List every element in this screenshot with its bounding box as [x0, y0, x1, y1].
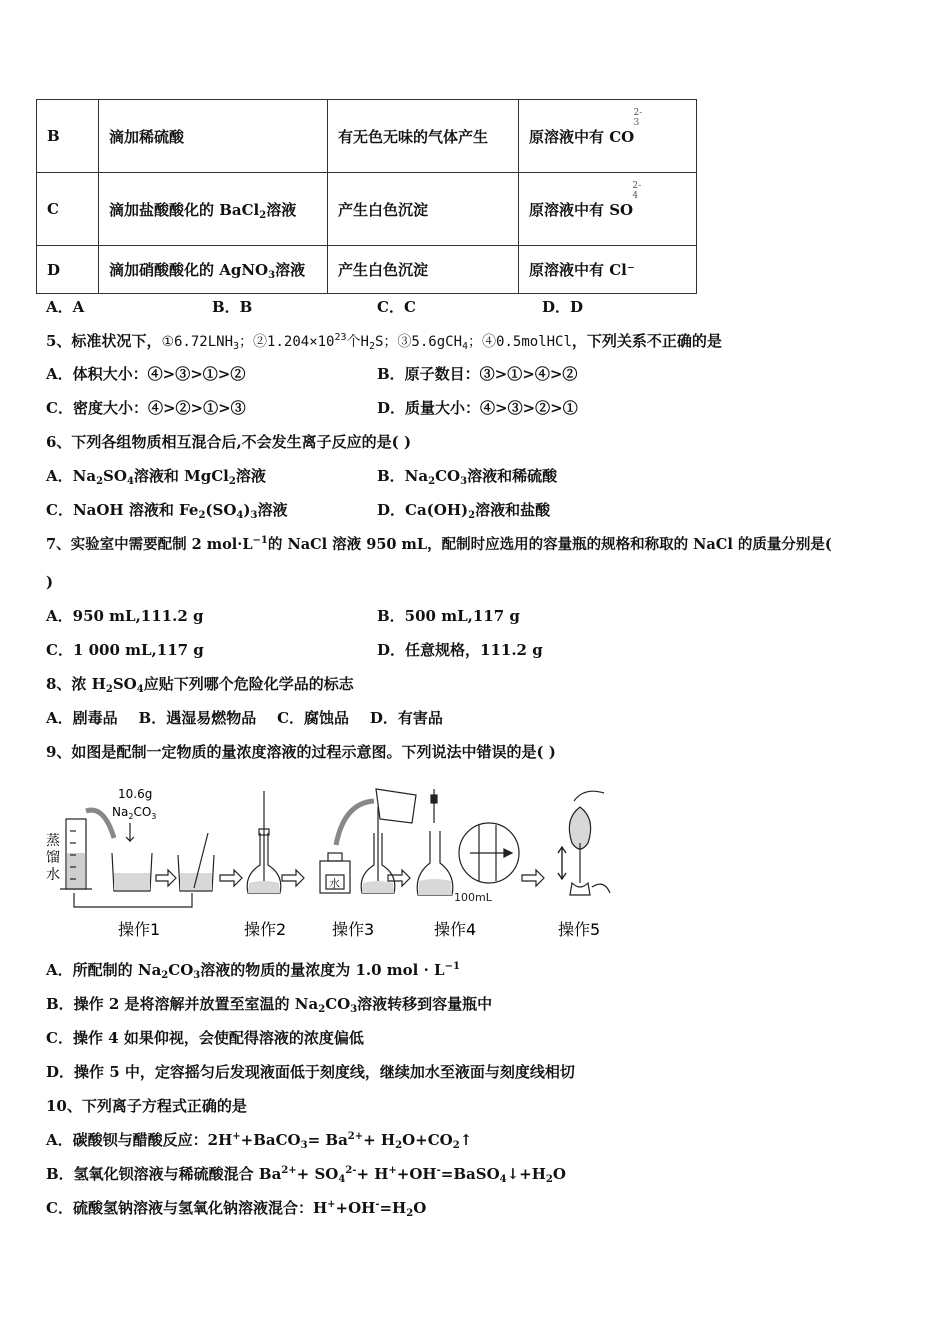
- q5-option-b[interactable]: B．原子数目：③>①>④>②: [377, 365, 578, 383]
- q6-option-b[interactable]: B．$Na_2CO_3$溶液和稀硫酸: [377, 467, 558, 487]
- arrow-icon: [220, 870, 242, 886]
- q4-option-d[interactable]: D．D: [542, 298, 584, 316]
- op1-label: 操作1: [118, 920, 161, 939]
- q6-option-c[interactable]: C．NaOH 溶液和 $Fe_2(SO_4)_3$溶液: [46, 501, 288, 521]
- conclusion-cell: 原溶液中有 SO 2- 4: [519, 173, 697, 246]
- arrow-icon: [156, 870, 176, 886]
- op5-label: 操作5: [558, 920, 601, 939]
- beaker-1: [112, 853, 152, 891]
- q7-stem: 7、实验室中需要配制 2 $mol\cdot L^{-1}$的 NaCl 溶液 950 mL，配制时应选用的容量瓶的规格和称取的 NaCl 的质量分别是(: [46, 535, 832, 553]
- q5-option-d[interactable]: D．质量大小：④>③>②>①: [377, 399, 578, 417]
- q5-stem: 5、标准状况下，$①6.72LNH_3$；$②1.204\times 10^{23}$个$H_2S$；③5.6gCH$_4$；④0.5molHCl，下列关系不正确的是: [46, 332, 722, 352]
- solution-preparation-diagram: [44, 783, 624, 943]
- pour-arrow: [336, 801, 374, 845]
- phenomenon-cell: 有无色无味的气体产生: [328, 100, 519, 173]
- water-char-1: 蒸: [46, 833, 60, 849]
- water-char-2: 馏: [46, 850, 60, 866]
- down-arrow-icon: [126, 823, 134, 841]
- op3-label: 操作3: [332, 920, 375, 939]
- op4-label: 操作4: [434, 920, 477, 939]
- flask-volume-label: 100mL: [454, 891, 492, 904]
- q6-option-a[interactable]: A．$Na_2SO_4$溶液和 MgCl$_2$溶液: [46, 467, 266, 487]
- conclusion-cell: 原溶液中有 Cl⁻: [519, 246, 697, 294]
- volumetric-flask-1: [247, 791, 281, 893]
- q9-option-b[interactable]: B．操作 2 是将溶解并放置至室温的 $Na_2CO_3$溶液转移到容量瓶中: [46, 995, 493, 1015]
- q4-option-b[interactable]: B．B: [212, 298, 253, 316]
- q6-stem: 6、下列各组物质相互混合后,不会发生离子反应的是( ): [46, 433, 412, 451]
- operation-cell: 滴加盐酸酸化的 BaCl$_2$溶液: [99, 173, 328, 246]
- op1-bracket: [74, 893, 192, 907]
- operation-cell: 滴加稀硫酸: [99, 100, 328, 173]
- q10-option-a[interactable]: A．碳酸钡与醋酸反应：2H++BaCO$_3$= $Ba^{2+}+$ $H_2O+CO_2↑$: [46, 1131, 473, 1151]
- table-row: [37, 246, 697, 294]
- arrow-icon: [522, 870, 544, 886]
- operation-cell: 滴加硝酸酸化的 AgNO$_3$溶液: [99, 246, 328, 294]
- water-label: [46, 832, 60, 883]
- q9-option-d[interactable]: D．操作 5 中，定容摇匀后发现液面低于刻度线，继续加水至液面与刻度线相切: [46, 1063, 575, 1081]
- q8-stem: 8、浓 $H_2SO_4$应贴下列哪个危险化学品的标志: [46, 675, 354, 695]
- q4-option-a[interactable]: A．A: [46, 298, 85, 316]
- row-label: C: [37, 173, 99, 246]
- arrow-icon: [282, 870, 304, 886]
- q7-option-a[interactable]: A．950 mL,111.2 g: [46, 607, 204, 625]
- q7-option-d[interactable]: D．任意规格，111.2 g: [377, 641, 543, 659]
- row-label: B: [37, 100, 99, 173]
- ion-charge: 2- 3: [633, 107, 643, 128]
- conclusion-cell: 原溶液中有 CO 2- 3: [519, 100, 697, 173]
- op2-label: 操作2: [244, 920, 287, 939]
- q10-stem: 10、下列离子方程式正确的是: [46, 1097, 247, 1115]
- meniscus-magnifier: [459, 823, 519, 883]
- q9-option-a[interactable]: A．所配制的 $Na_2CO_3$溶液的物质的量浓度为 1.0 mol · $L^{-1}$: [46, 961, 460, 981]
- table-row: [37, 100, 697, 173]
- phenomenon-cell: 产生白色沉淀: [328, 246, 519, 294]
- reagent-table: [36, 99, 697, 294]
- wash-bottle: [320, 853, 350, 893]
- q6-option-d[interactable]: D．$Ca(OH)_2$溶液和盐酸: [377, 501, 551, 521]
- water-char-3: 水: [46, 867, 60, 883]
- volumetric-flask-3: [417, 789, 493, 904]
- phenomenon-cell: 产生白色沉淀: [328, 173, 519, 246]
- mass-label: 10.6g: [118, 787, 153, 801]
- q9-option-c[interactable]: C．操作 4 如果仰视，会使配得溶液的浓度偏低: [46, 1029, 364, 1047]
- ion-charge: 2- 4: [632, 180, 642, 201]
- q7-stem-end: ): [46, 573, 54, 591]
- q5-option-a[interactable]: A．体积大小：④>③>①>②: [46, 365, 246, 383]
- row-label: D: [37, 246, 99, 294]
- pour-arrow: [86, 810, 114, 838]
- q7-option-c[interactable]: C．1 000 mL,117 g: [46, 641, 204, 659]
- q4-option-c[interactable]: C．C: [377, 298, 416, 316]
- shaking-flask: [558, 791, 610, 895]
- q8-options[interactable]: A．剧毒品 B．遇湿易燃物品 C．腐蚀品 D．有害品: [46, 709, 443, 727]
- table-row: [37, 173, 697, 246]
- graduated-cylinder: [60, 819, 92, 889]
- bottle-label: 水: [329, 877, 340, 890]
- q5-option-c[interactable]: C．密度大小：④>②>①>③: [46, 399, 246, 417]
- beaker-2: [178, 833, 214, 891]
- q10-option-c[interactable]: C．硫酸氢钠溶液与氢氧化钠溶液混合：$H^++OH^-=H_2O$: [46, 1199, 427, 1219]
- q10-option-b[interactable]: B．氢氧化钡溶液与稀硫酸混合 $Ba^{2+}+ SO_4^{2-}+$ $H^++OH^-=BaSO_4↓+H_2O$: [46, 1165, 566, 1185]
- q9-stem: 9、如图是配制一定物质的量浓度溶液的过程示意图。下列说法中错误的是( ): [46, 743, 556, 761]
- salt-label: $Na_2CO_3$: [112, 805, 157, 821]
- q7-option-b[interactable]: B．500 mL,117 g: [377, 607, 520, 625]
